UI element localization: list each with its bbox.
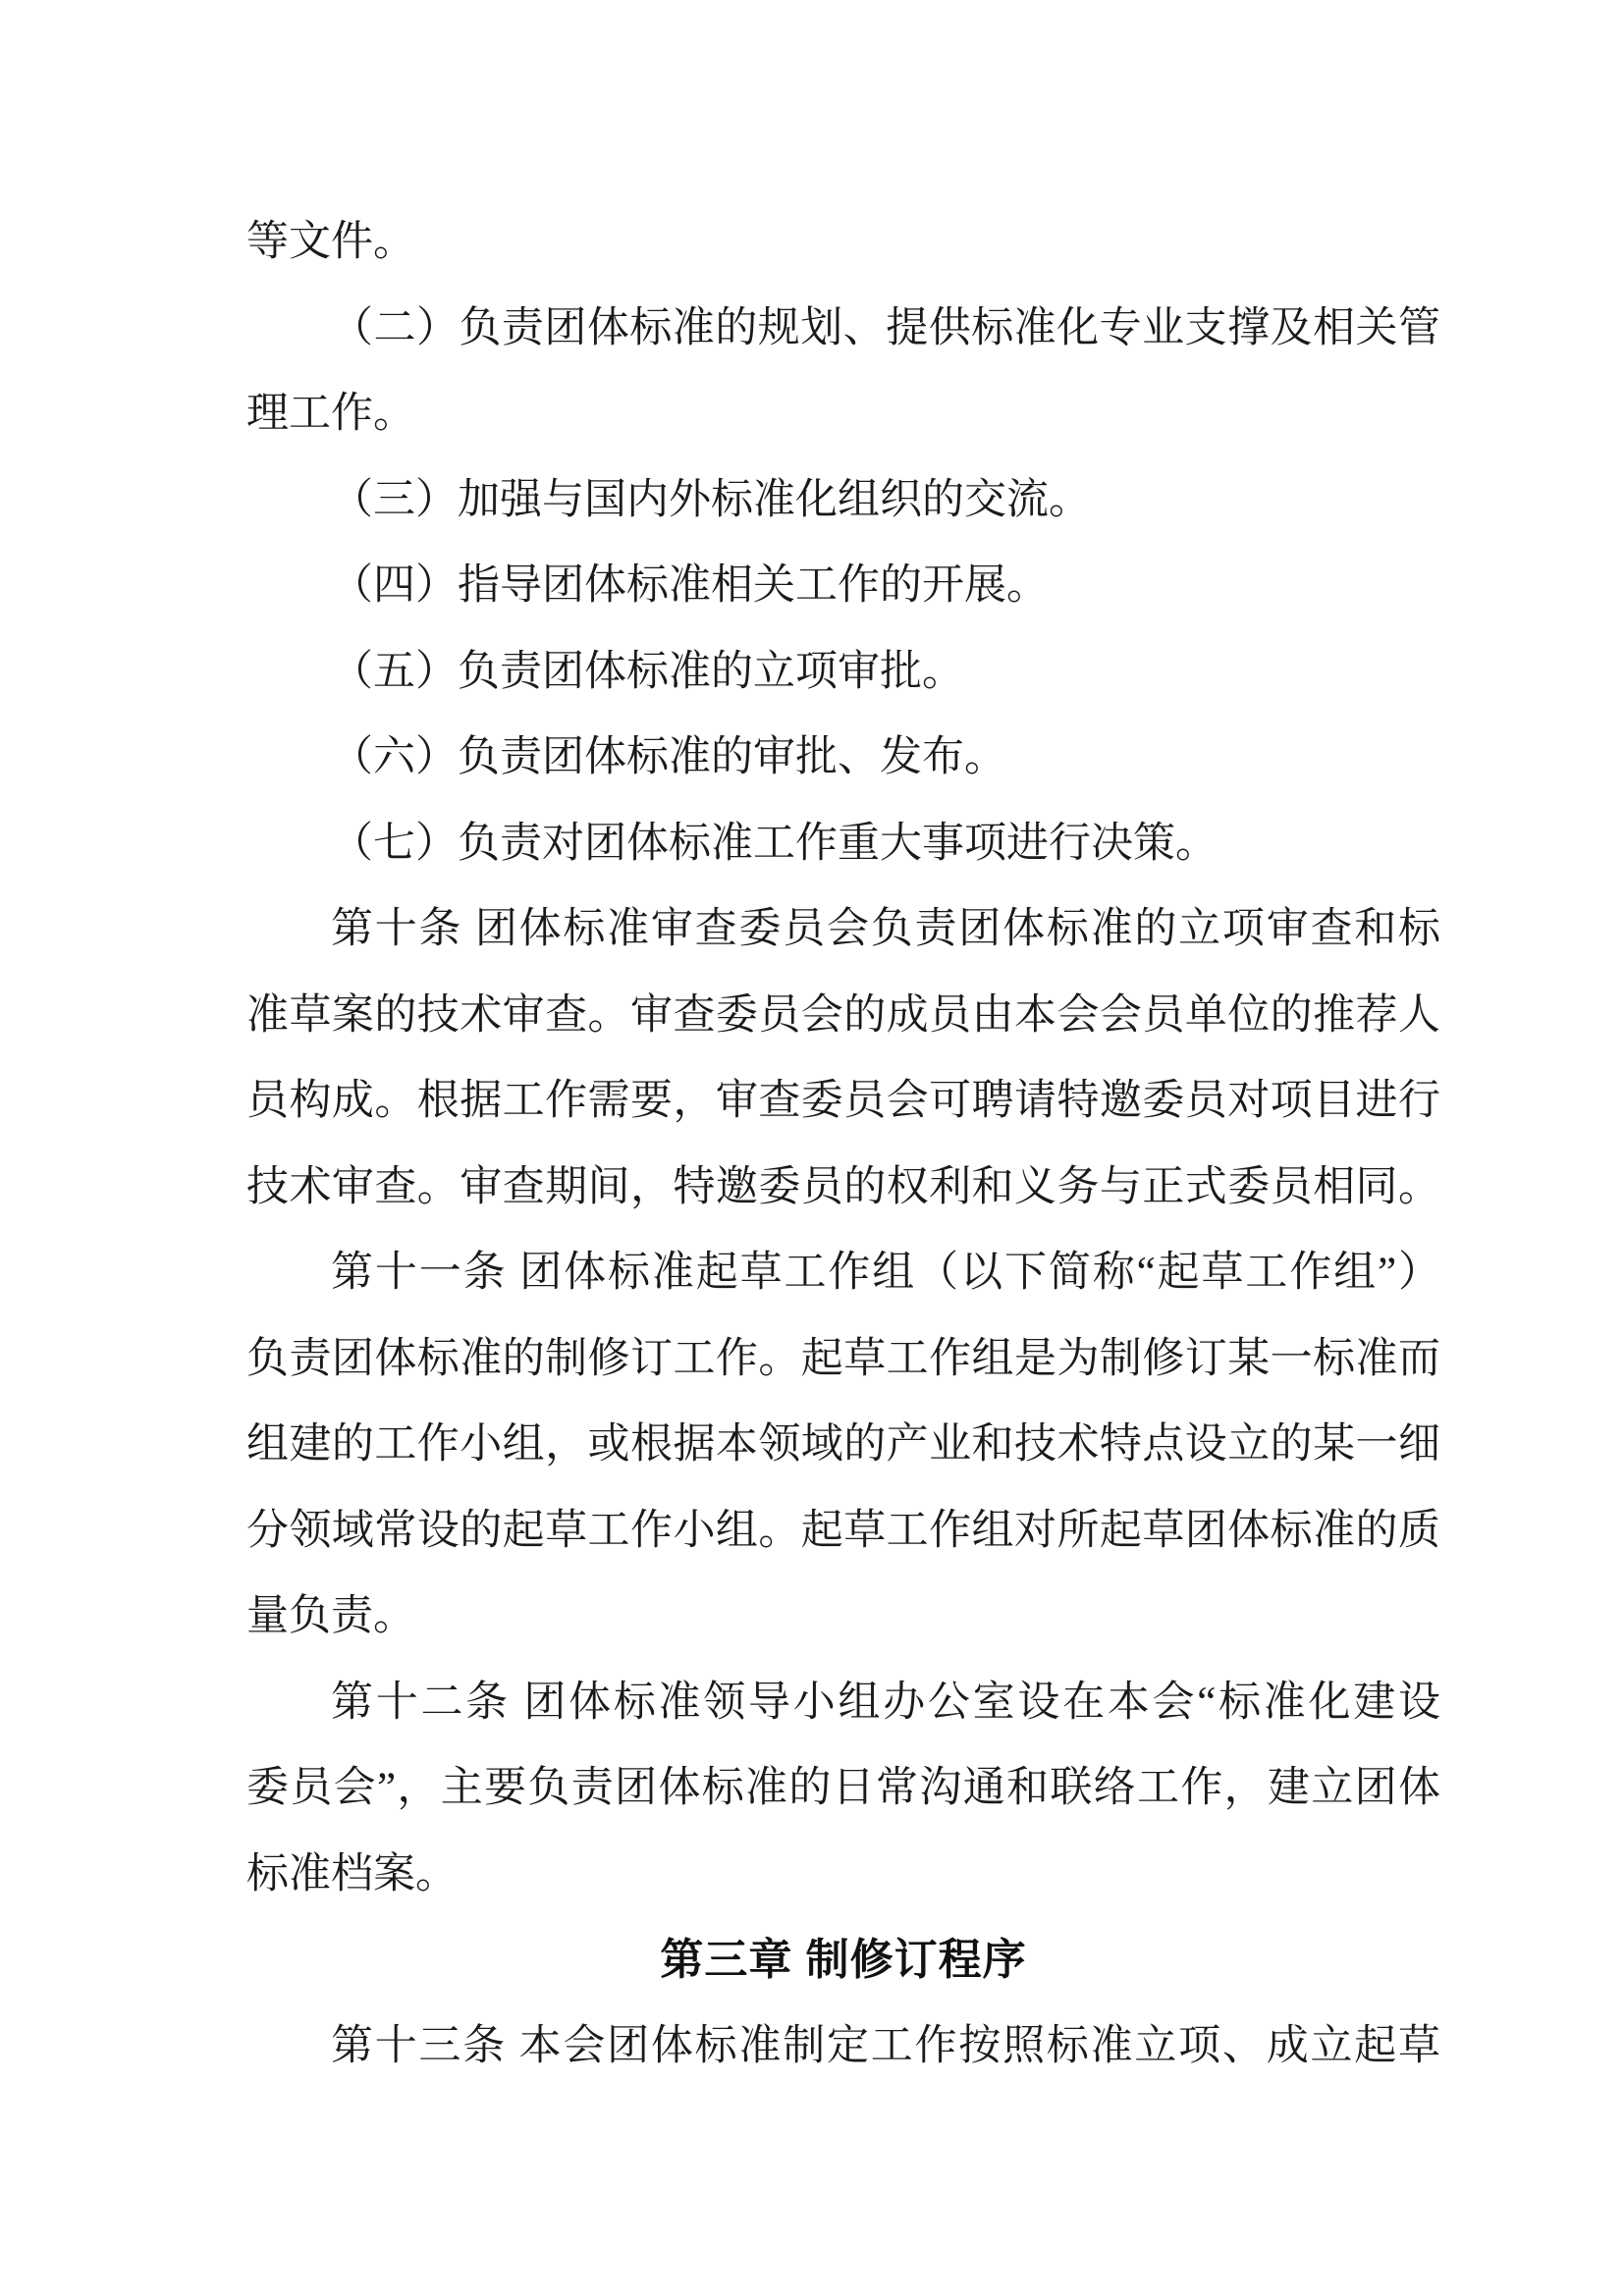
body-line: 准草案的技术审查。审查委员会的成员由本会会员单位的推荐人 <box>246 991 1440 1039</box>
body-line: （二）负责团体标准的规划、提供标准化专业支撑及相关管 <box>331 304 1440 351</box>
body-line: （四）指导团体标准相关工作的开展。 <box>331 562 1049 609</box>
body-line: 理工作。 <box>246 391 415 437</box>
body-line: 第十三条 本会团体标准制定工作按照标准立项、成立起草 <box>331 2022 1440 2069</box>
body-line: 技术审查。审查期间，特邀委员的权利和义务与正式委员相同。 <box>246 1163 1440 1210</box>
body-line: 等文件。 <box>246 219 415 265</box>
body-line: 分领域常设的起草工作小组。起草工作组对所起草团体标准的质 <box>246 1507 1440 1554</box>
body-line: （七）负责对团体标准工作重大事项进行决策。 <box>331 820 1218 867</box>
body-line: （五）负责团体标准的立项审批。 <box>331 648 964 695</box>
body-line: 第十一条 团体标准起草工作组（以下简称“起草工作组”） <box>331 1250 1440 1296</box>
body-line: 委员会”，主要负责团体标准的日常沟通和联络工作，建立团体 <box>246 1765 1440 1811</box>
body-line: 第十条 团体标准审查委员会负责团体标准的立项审查和标 <box>331 906 1440 952</box>
body-line: 负责团体标准的制修订工作。起草工作组是为制修订某一标准而 <box>246 1335 1440 1382</box>
body-line: 组建的工作小组，或根据本领域的产业和技术特点设立的某一细 <box>246 1421 1440 1468</box>
chapter-heading: 第三章 制修订程序 <box>660 1936 1027 1984</box>
document-text-block <box>246 199 1440 2089</box>
body-line: （六）负责团体标准的审批、发布。 <box>331 734 1006 780</box>
body-line: 标准档案。 <box>246 1850 458 1897</box>
body-line: 第十二条 团体标准领导小组办公室设在本会“标准化建设 <box>331 1679 1440 1726</box>
body-line: 员构成。根据工作需要，审查委员会可聘请特邀委员对项目进行 <box>246 1078 1440 1124</box>
body-line: 量负责。 <box>246 1593 415 1639</box>
body-line: （三）加强与国内外标准化组织的交流。 <box>331 476 1091 523</box>
